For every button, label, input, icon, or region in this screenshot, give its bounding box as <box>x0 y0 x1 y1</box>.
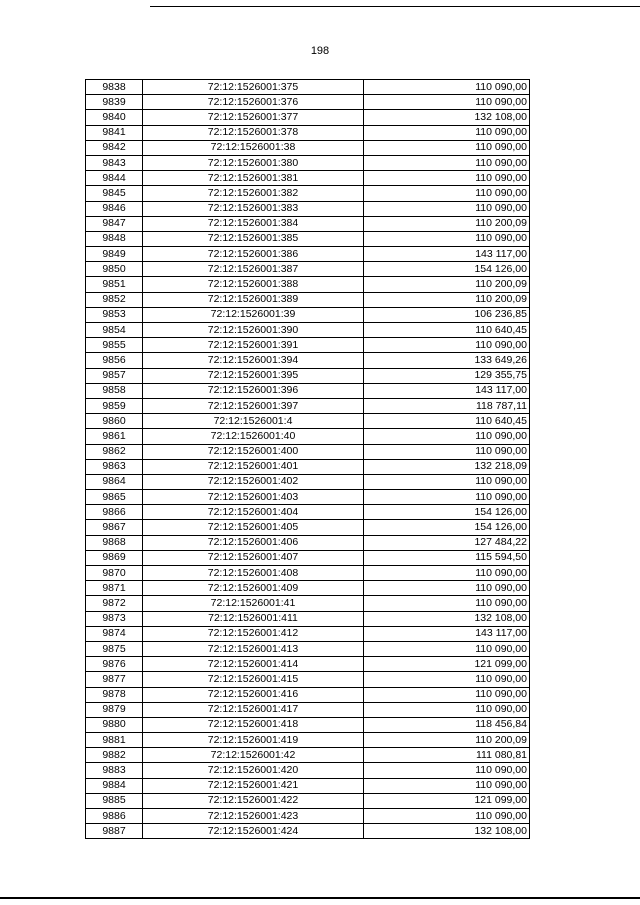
table-row <box>86 809 530 824</box>
row-number-cell: 9858 <box>86 383 143 398</box>
cadastral-number-cell: 72:12:1526001:382 <box>143 186 364 201</box>
row-number-cell: 9853 <box>86 307 143 322</box>
row-number-cell: 9840 <box>86 110 143 125</box>
cadastral-value-cell: 110 090,00 <box>364 80 530 95</box>
table-row <box>86 824 530 839</box>
cadastral-number-cell: 72:12:1526001:378 <box>143 125 364 140</box>
cadastral-value-cell: 110 640,45 <box>364 414 530 429</box>
table-row <box>86 459 530 474</box>
cadastral-value-cell: 110 200,09 <box>364 292 530 307</box>
row-number-cell: 9842 <box>86 140 143 155</box>
table-row <box>86 657 530 672</box>
cadastral-number-cell: 72:12:1526001:381 <box>143 171 364 186</box>
table-row <box>86 277 530 292</box>
cadastral-value-cell: 143 117,00 <box>364 247 530 262</box>
cadastral-number-cell: 72:12:1526001:385 <box>143 231 364 246</box>
cadastral-number-cell: 72:12:1526001:39 <box>143 307 364 322</box>
table-row <box>86 201 530 216</box>
cadastral-number-cell: 72:12:1526001:397 <box>143 398 364 413</box>
table-row <box>86 702 530 717</box>
cadastral-value-cell: 110 090,00 <box>364 672 530 687</box>
table-row <box>86 474 530 489</box>
cadastral-number-cell: 72:12:1526001:375 <box>143 80 364 95</box>
cadastral-number-cell: 72:12:1526001:387 <box>143 262 364 277</box>
cadastral-value-cell: 110 090,00 <box>364 596 530 611</box>
cadastral-value-cell: 110 090,00 <box>364 429 530 444</box>
table-row <box>86 125 530 140</box>
cadastral-value-cell: 115 594,50 <box>364 550 530 565</box>
row-number-cell: 9841 <box>86 125 143 140</box>
cadastral-value-cell: 110 090,00 <box>364 581 530 596</box>
cadastral-value-cell: 143 117,00 <box>364 383 530 398</box>
top-rule <box>150 6 640 7</box>
cadastral-number-cell: 72:12:1526001:406 <box>143 535 364 550</box>
table-row <box>86 262 530 277</box>
table-row <box>86 323 530 338</box>
cadastral-number-cell: 72:12:1526001:401 <box>143 459 364 474</box>
cadastral-number-cell: 72:12:1526001:409 <box>143 581 364 596</box>
table-row <box>86 338 530 353</box>
cadastral-value-cell: 132 108,00 <box>364 824 530 839</box>
cadastral-number-cell: 72:12:1526001:42 <box>143 748 364 763</box>
cadastral-number-cell: 72:12:1526001:418 <box>143 717 364 732</box>
cadastral-value-cell: 132 108,00 <box>364 611 530 626</box>
cadastral-value-cell: 133 649,26 <box>364 353 530 368</box>
cadastral-number-cell: 72:12:1526001:419 <box>143 733 364 748</box>
cadastral-value-cell: 143 117,00 <box>364 626 530 641</box>
cadastral-value-cell: 154 126,00 <box>364 520 530 535</box>
row-number-cell: 9874 <box>86 626 143 641</box>
table-row <box>86 490 530 505</box>
table-row <box>86 216 530 231</box>
row-number-cell: 9847 <box>86 216 143 231</box>
cadastral-number-cell: 72:12:1526001:417 <box>143 702 364 717</box>
cadastral-value-cell: 110 200,09 <box>364 733 530 748</box>
row-number-cell: 9844 <box>86 171 143 186</box>
cadastral-value-cell: 110 090,00 <box>364 140 530 155</box>
cadastral-value-cell: 118 456,84 <box>364 717 530 732</box>
table-row <box>86 383 530 398</box>
cadastral-number-cell: 72:12:1526001:394 <box>143 353 364 368</box>
cadastral-value-cell: 154 126,00 <box>364 262 530 277</box>
row-number-cell: 9863 <box>86 459 143 474</box>
table-row <box>86 368 530 383</box>
cadastral-value-cell: 110 090,00 <box>364 171 530 186</box>
row-number-cell: 9862 <box>86 444 143 459</box>
cadastral-value-cell: 110 090,00 <box>364 155 530 170</box>
cadastral-number-cell: 72:12:1526001:396 <box>143 383 364 398</box>
cadastral-number-cell: 72:12:1526001:413 <box>143 641 364 656</box>
cadastral-value-cell: 127 484,22 <box>364 535 530 550</box>
cadastral-number-cell: 72:12:1526001:422 <box>143 793 364 808</box>
cadastral-number-cell: 72:12:1526001:416 <box>143 687 364 702</box>
page-number: 198 <box>310 45 330 57</box>
cadastral-value-cell: 110 090,00 <box>364 566 530 581</box>
table-row <box>86 550 530 565</box>
cadastral-number-cell: 72:12:1526001:384 <box>143 216 364 231</box>
registry-table <box>85 79 530 839</box>
cadastral-value-cell: 110 090,00 <box>364 474 530 489</box>
row-number-cell: 9883 <box>86 763 143 778</box>
table-row <box>86 733 530 748</box>
table-row <box>86 247 530 262</box>
cadastral-value-cell: 110 090,00 <box>364 125 530 140</box>
row-number-cell: 9855 <box>86 338 143 353</box>
cadastral-value-cell: 110 090,00 <box>364 490 530 505</box>
table-row <box>86 611 530 626</box>
cadastral-value-cell: 110 090,00 <box>364 95 530 110</box>
cadastral-value-cell: 154 126,00 <box>364 505 530 520</box>
cadastral-number-cell: 72:12:1526001:408 <box>143 566 364 581</box>
row-number-cell: 9860 <box>86 414 143 429</box>
cadastral-value-cell: 110 090,00 <box>364 186 530 201</box>
bottom-rule <box>0 897 640 899</box>
cadastral-number-cell: 72:12:1526001:411 <box>143 611 364 626</box>
cadastral-value-cell: 110 090,00 <box>364 201 530 216</box>
cadastral-number-cell: 72:12:1526001:390 <box>143 323 364 338</box>
cadastral-number-cell: 72:12:1526001:415 <box>143 672 364 687</box>
cadastral-number-cell: 72:12:1526001:403 <box>143 490 364 505</box>
cadastral-number-cell: 72:12:1526001:391 <box>143 338 364 353</box>
cadastral-number-cell: 72:12:1526001:404 <box>143 505 364 520</box>
row-number-cell: 9878 <box>86 687 143 702</box>
cadastral-number-cell: 72:12:1526001:405 <box>143 520 364 535</box>
row-number-cell: 9886 <box>86 809 143 824</box>
cadastral-value-cell: 110 090,00 <box>364 641 530 656</box>
registry-table-body <box>86 80 530 839</box>
table-row <box>86 672 530 687</box>
cadastral-number-cell: 72:12:1526001:424 <box>143 824 364 839</box>
row-number-cell: 9852 <box>86 292 143 307</box>
cadastral-number-cell: 72:12:1526001:423 <box>143 809 364 824</box>
cadastral-number-cell: 72:12:1526001:40 <box>143 429 364 444</box>
table-row <box>86 398 530 413</box>
cadastral-number-cell: 72:12:1526001:38 <box>143 140 364 155</box>
cadastral-number-cell: 72:12:1526001:383 <box>143 201 364 216</box>
table-row <box>86 717 530 732</box>
row-number-cell: 9868 <box>86 535 143 550</box>
table-row <box>86 793 530 808</box>
table-row <box>86 171 530 186</box>
cadastral-number-cell: 72:12:1526001:412 <box>143 626 364 641</box>
row-number-cell: 9872 <box>86 596 143 611</box>
table-row <box>86 748 530 763</box>
row-number-cell: 9866 <box>86 505 143 520</box>
table-row <box>86 566 530 581</box>
cadastral-value-cell: 129 355,75 <box>364 368 530 383</box>
cadastral-value-cell: 132 108,00 <box>364 110 530 125</box>
row-number-cell: 9869 <box>86 550 143 565</box>
table-row <box>86 80 530 95</box>
row-number-cell: 9876 <box>86 657 143 672</box>
table-row <box>86 535 530 550</box>
row-number-cell: 9871 <box>86 581 143 596</box>
row-number-cell: 9845 <box>86 186 143 201</box>
row-number-cell: 9861 <box>86 429 143 444</box>
table-row <box>86 581 530 596</box>
cadastral-number-cell: 72:12:1526001:386 <box>143 247 364 262</box>
cadastral-value-cell: 121 099,00 <box>364 793 530 808</box>
table-row <box>86 505 530 520</box>
row-number-cell: 9851 <box>86 277 143 292</box>
row-number-cell: 9843 <box>86 155 143 170</box>
row-number-cell: 9880 <box>86 717 143 732</box>
cadastral-number-cell: 72:12:1526001:407 <box>143 550 364 565</box>
cadastral-number-cell: 72:12:1526001:388 <box>143 277 364 292</box>
row-number-cell: 9865 <box>86 490 143 505</box>
table-row <box>86 186 530 201</box>
cadastral-number-cell: 72:12:1526001:421 <box>143 778 364 793</box>
cadastral-value-cell: 110 090,00 <box>364 702 530 717</box>
row-number-cell: 9881 <box>86 733 143 748</box>
row-number-cell: 9884 <box>86 778 143 793</box>
row-number-cell: 9864 <box>86 474 143 489</box>
cadastral-number-cell: 72:12:1526001:377 <box>143 110 364 125</box>
cadastral-value-cell: 110 090,00 <box>364 763 530 778</box>
row-number-cell: 9870 <box>86 566 143 581</box>
table-row <box>86 95 530 110</box>
cadastral-number-cell: 72:12:1526001:400 <box>143 444 364 459</box>
table-row <box>86 292 530 307</box>
row-number-cell: 9848 <box>86 231 143 246</box>
row-number-cell: 9838 <box>86 80 143 95</box>
table-row <box>86 110 530 125</box>
row-number-cell: 9885 <box>86 793 143 808</box>
table-row <box>86 763 530 778</box>
cadastral-number-cell: 72:12:1526001:414 <box>143 657 364 672</box>
cadastral-number-cell: 72:12:1526001:389 <box>143 292 364 307</box>
row-number-cell: 9850 <box>86 262 143 277</box>
table-row <box>86 231 530 246</box>
table-row <box>86 414 530 429</box>
cadastral-number-cell: 72:12:1526001:380 <box>143 155 364 170</box>
row-number-cell: 9875 <box>86 641 143 656</box>
cadastral-number-cell: 72:12:1526001:420 <box>143 763 364 778</box>
row-number-cell: 9846 <box>86 201 143 216</box>
cadastral-value-cell: 110 090,00 <box>364 778 530 793</box>
cadastral-value-cell: 110 200,09 <box>364 277 530 292</box>
row-number-cell: 9839 <box>86 95 143 110</box>
cadastral-number-cell: 72:12:1526001:4 <box>143 414 364 429</box>
row-number-cell: 9849 <box>86 247 143 262</box>
table-row <box>86 353 530 368</box>
row-number-cell: 9867 <box>86 520 143 535</box>
cadastral-value-cell: 106 236,85 <box>364 307 530 322</box>
row-number-cell: 9859 <box>86 398 143 413</box>
table-row <box>86 778 530 793</box>
cadastral-value-cell: 110 200,09 <box>364 216 530 231</box>
cadastral-value-cell: 110 090,00 <box>364 809 530 824</box>
cadastral-number-cell: 72:12:1526001:376 <box>143 95 364 110</box>
cadastral-value-cell: 111 080,81 <box>364 748 530 763</box>
row-number-cell: 9887 <box>86 824 143 839</box>
table-row <box>86 641 530 656</box>
cadastral-value-cell: 110 090,00 <box>364 444 530 459</box>
cadastral-value-cell: 110 090,00 <box>364 338 530 353</box>
row-number-cell: 9873 <box>86 611 143 626</box>
row-number-cell: 9854 <box>86 323 143 338</box>
table-row <box>86 155 530 170</box>
cadastral-value-cell: 110 090,00 <box>364 231 530 246</box>
cadastral-value-cell: 110 640,45 <box>364 323 530 338</box>
cadastral-value-cell: 110 090,00 <box>364 687 530 702</box>
table-row <box>86 140 530 155</box>
cadastral-number-cell: 72:12:1526001:41 <box>143 596 364 611</box>
cadastral-value-cell: 121 099,00 <box>364 657 530 672</box>
row-number-cell: 9856 <box>86 353 143 368</box>
cadastral-value-cell: 118 787,11 <box>364 398 530 413</box>
table-row <box>86 307 530 322</box>
row-number-cell: 9877 <box>86 672 143 687</box>
row-number-cell: 9857 <box>86 368 143 383</box>
row-number-cell: 9882 <box>86 748 143 763</box>
cadastral-number-cell: 72:12:1526001:395 <box>143 368 364 383</box>
table-row <box>86 429 530 444</box>
table-row <box>86 687 530 702</box>
table-row <box>86 520 530 535</box>
table-row <box>86 596 530 611</box>
table-row <box>86 626 530 641</box>
cadastral-number-cell: 72:12:1526001:402 <box>143 474 364 489</box>
cadastral-value-cell: 132 218,09 <box>364 459 530 474</box>
table-row <box>86 444 530 459</box>
row-number-cell: 9879 <box>86 702 143 717</box>
